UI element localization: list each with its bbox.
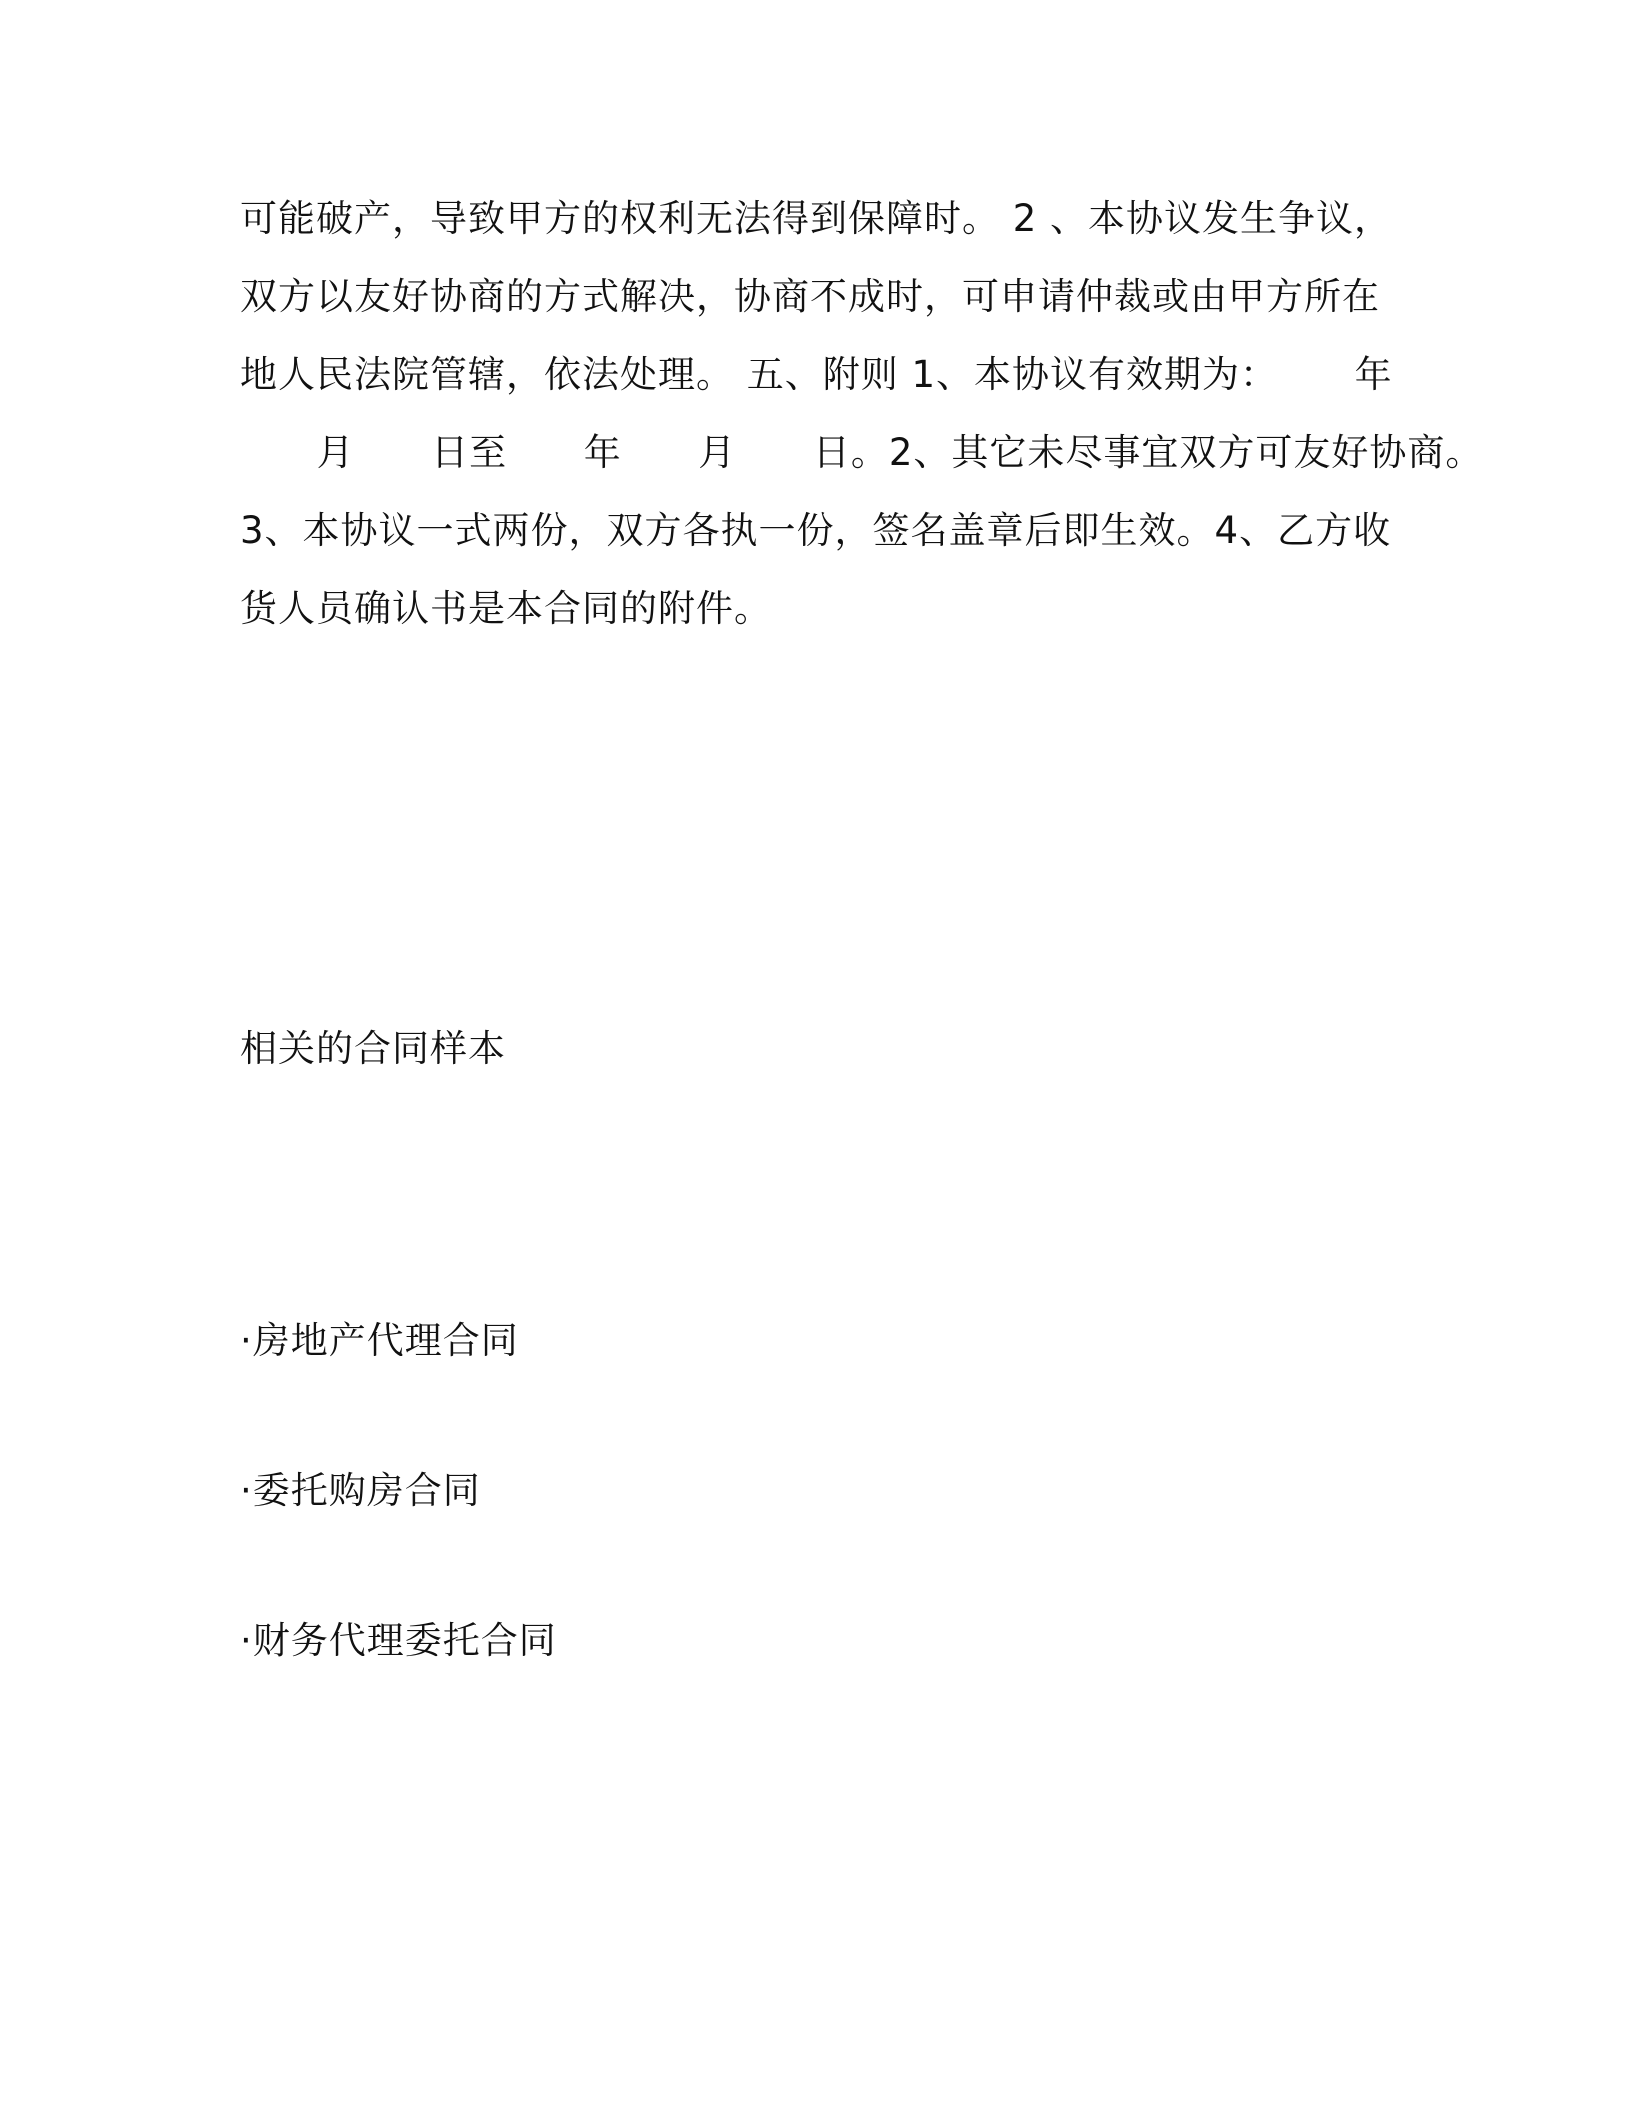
- body-line-3: 地人民法院管辖，依法处理。 五、附则 1、本协议有效期为： 年: [240, 353, 1393, 396]
- body-line-5: 3、本协议一式两份，双方各执一份，签名盖章后即生效。4、乙方收: [240, 509, 1392, 552]
- related-samples-heading: 相关的合同样本: [240, 1027, 506, 1070]
- body-line-2: 双方以友好协商的方式解决，协商不成时，可申请仲裁或由甲方所在: [240, 275, 1380, 318]
- body-line-1: 可能破产，导致甲方的权利无法得到保障时。 2 、本协议发生争议，: [240, 197, 1393, 240]
- related-link-entrusted-house-purchase[interactable]: ·委托购房合同: [240, 1469, 481, 1512]
- related-samples-list: [240, 1310, 557, 1760]
- body-line-4: 月 日至 年 月 日。2、其它未尽事宜双方可友好协商。: [240, 431, 1484, 474]
- body-line-6: 货人员确认书是本合同的附件。: [240, 587, 772, 630]
- contract-body-text: [240, 188, 1484, 656]
- related-link-real-estate-agency[interactable]: ·房地产代理合同: [240, 1319, 519, 1362]
- related-link-financial-agency[interactable]: ·财务代理委托合同: [240, 1619, 557, 1662]
